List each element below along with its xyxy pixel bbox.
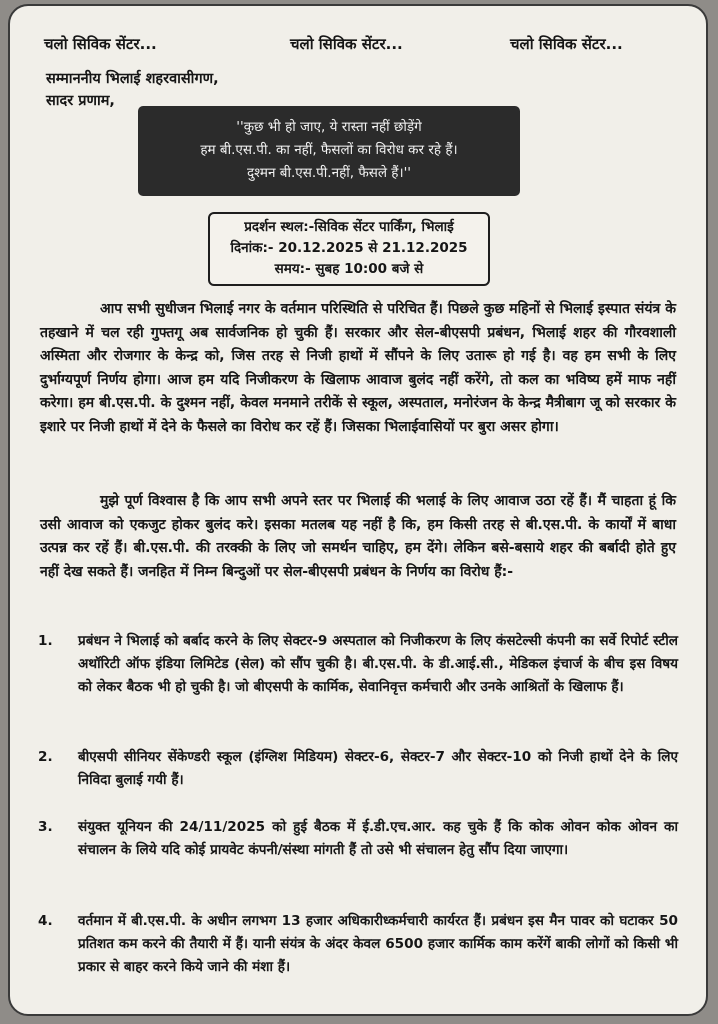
list-item: [38, 816, 678, 862]
venue-time: समय:- सुबह 10:00 बजे से: [274, 261, 424, 277]
slogan-left: चलो सिविक सेंटर...: [44, 35, 157, 53]
intro-paragraph: आप सभी सुधीजन भिलाई नगर के वर्तमान परिस्थिति से परिचित हैं। पिछले कुछ महिनों से भिलाई इस्पात संयंत्र के तहखाने में चल रही गुफ्तगू अब सार्वजनिक हो चुकी हैं। सरकार और सेल-बीएसपी प्रबंधन, भिलाई शहर की गौरवशाली अस्मिता और रोजगार के केन्द्र को, जिस तरह से निजी हाथों में सौंपने के लिए उतारू हो गई है। वह हम सभी के लिए दुर्भाग्यपूर्ण निर्णय होगा। आज हम यदि निजीकरण के खिलाफ आवाज बुलंद नहीं करेंगे, तो कल का भविष्य हमें माफ नहीं करेगा। हम बी.एस.पी. के दुश्मन नहीं, केवल मनमाने तरीकें से स्कूल, अस्पताल, मनोरंजन के केन्द्र मैत्रीबाग जू को सरकार के इशारे पर निजी हाथों में देने के फैसले का विरोध कर रहें हैं। जिसका भिलाईवासियों पर बुरा असर होगा।: [40, 301, 676, 435]
slogan-row: [10, 34, 706, 64]
item-number: 1.: [38, 633, 53, 649]
slogan-right: चलो सिविक सेंटर...: [510, 35, 623, 53]
pamphlet-sheet: [8, 4, 708, 1016]
quote-line: हम बी.एस.पी. का नहीं, फैसलों का विरोध कर रहे हैं।: [200, 142, 458, 158]
item-number: 2.: [38, 749, 53, 765]
slogan-center: चलो सिविक सेंटर...: [290, 35, 403, 53]
salutation: सम्माननीय भिलाई शहरवासीगण,: [46, 71, 219, 87]
list-item: [38, 746, 678, 792]
list-item: [38, 910, 678, 979]
belief-paragraph: मुझे पूर्ण विश्वास है कि आप सभी अपने स्तर पर भिलाई की भलाई के लिए आवाज उठा रहें हैं। मैं चाहता हूं कि उसी आवाज को एकजुट होकर बुलंद करे। इसका मतलब यह नहीं है कि, हम किसी तरह से बी.एस.पी. के कार्यों में बाधा उत्पन्न कर रहें हैं। बी.एस.पी. की तरक्की के लिए जो समर्थन चाहिए, हम देंगे। लेकिन बसे-बसाये शहर की बर्बादी होते हुए नहीं देख सकते हैं। जनहित में निम्न बिन्दुओं पर सेल-बीएसपी प्रबंधन के निर्णय का विरोध हैं:-: [40, 493, 676, 580]
venue-place: प्रदर्शन स्थल:-सिविक सेंटर पार्किंग, भिलाई: [244, 219, 454, 235]
quote-line: दुश्मन बी.एस.पी.नहीं, फैसले हैं।'': [246, 165, 412, 181]
item-number: 3.: [38, 819, 53, 835]
item-text: वर्तमान में बी.एस.पी. के अधीन लगभग 13 हजार अधिकारीध्कर्मचारी कार्यरत हैं। प्रबंधन इस मैन पावर को घटाकर 50 प्रतिशत कम करने की तैयारी में हैं। यानी संयंत्र के अंदर केवल 6500 हजार कार्मिक काम करेंगें बाकी लोगों को किसी भी प्रकार से बाहर करने किये जाने की मंशा हैं।: [78, 913, 678, 975]
item-text: बीएसपी सीनियर सेंकेण्डरी स्कूल (इंग्लिश मिडियम) सेक्टर-6, सेक्टर-7 और सेक्टर-10 को निजी हाथों देने के लिए निविदा बुलाई गयी हैं।: [78, 749, 678, 788]
item-text: प्रबंधन ने भिलाई को बर्बाद करने के लिए सेक्टर-9 अस्पताल को निजीकरण के लिए कंसटेल्सी कंपनी का सर्वे रिपोर्ट स्टील अथॉरिटी ऑफ इंडिया लिमिटेड (सेल) को सौंप चुकी है। बी.एस.पी. के डी.आई.सी., मेडिकल इंचार्ज के बीच इस विषय को लेकर बैठक भी हो चुकी है। जो बीएसपी के कार्मिक, सेवानिवृत्त कर्मचारी और उनके आश्रितों के खिलाफ हैं।: [78, 633, 678, 695]
venue-box: [208, 212, 490, 286]
item-number: 4.: [38, 913, 53, 929]
item-text: संयुक्त यूनियन की 24/11/2025 को हुई बैठक में ई.डी.एच.आर. कह चुके हैं कि कोक ओवन कोक ओवन का संचालन के लिये यदि कोई प्रायवेट कंपनी/संस्था मांगती हैं तो उसे भी संचालन हेतु सौंप दिया जाएगा।: [78, 819, 678, 858]
list-item: [38, 630, 678, 699]
greeting-line: सादर प्रणाम,: [46, 93, 115, 109]
quote-line: ''कुछ भी हो जाए, ये रास्ता नहीं छोड़ेंगे: [236, 119, 422, 135]
venue-date: दिनांक:- 20.12.2025 से 21.12.2025: [230, 240, 468, 256]
quote-box: [138, 106, 520, 196]
